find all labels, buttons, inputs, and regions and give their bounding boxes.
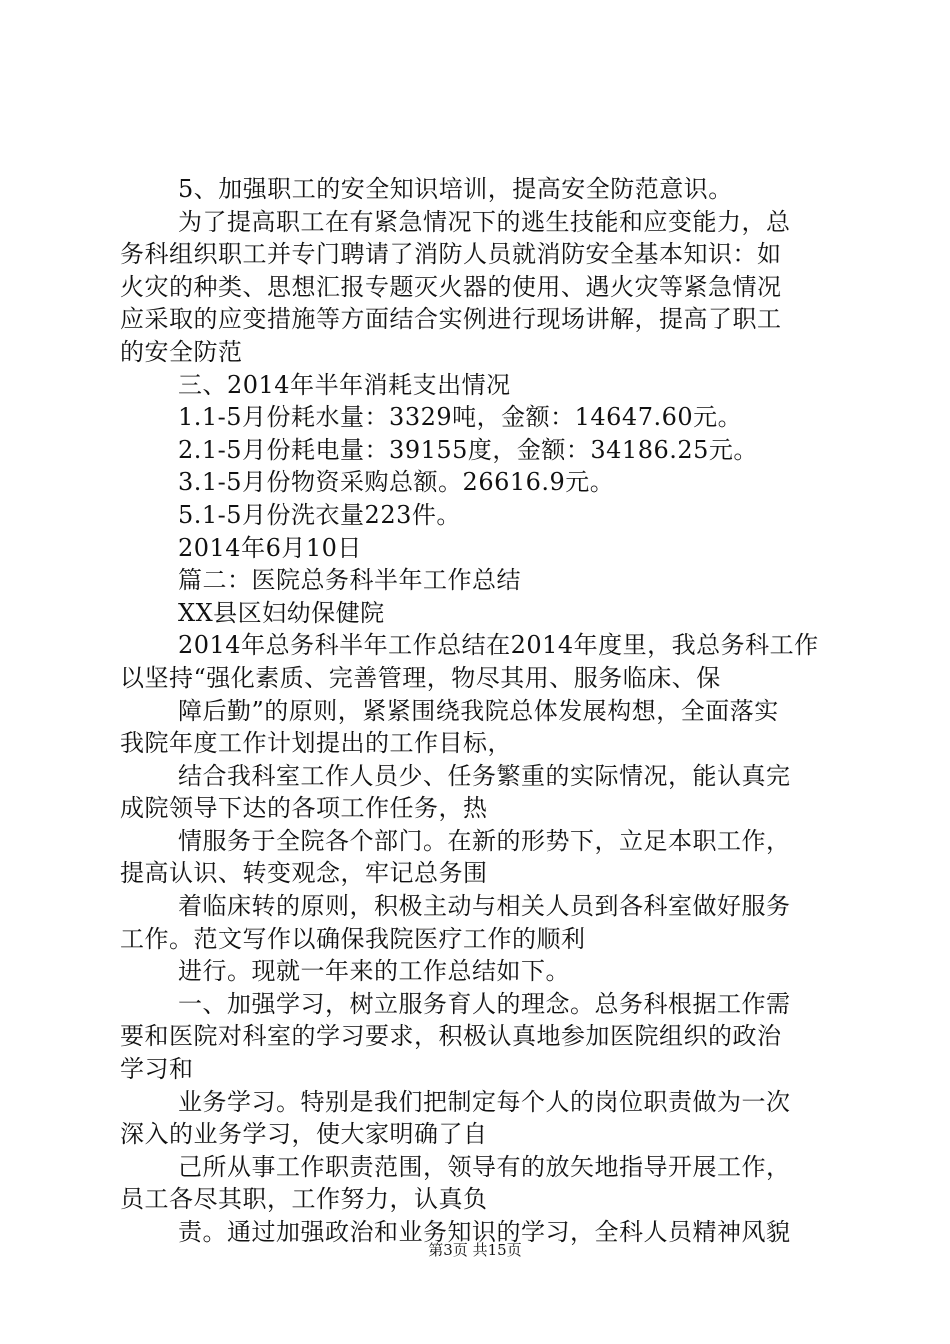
text-line: 5.1-5月份洗衣量223件。 — [178, 500, 461, 529]
text-line: 2014年6月10日 — [178, 533, 362, 562]
text-line: 结合我科室工作人员少、任务繁重的实际情况，能认真完 — [178, 761, 791, 790]
text-line: 的安全防范 — [120, 337, 243, 366]
text-line: 己所从事工作职责范围，领导有的放矢地指导开展工作， — [178, 1152, 791, 1181]
text-line: 3.1-5月份物资采购总额。26616.9元。 — [178, 468, 615, 497]
text-line: 业务学习。特别是我们把制定每个人的岗位职责做为一次 — [178, 1087, 791, 1116]
text-line: 务科组织职工并专门聘请了消防人员就消防安全基本知识：如 — [120, 240, 782, 269]
text-line: 篇二：医院总务科半年工作总结 — [178, 566, 521, 595]
text-line: 学习和 — [120, 1055, 194, 1084]
page-number-footer: 第3页 共15页 — [428, 1241, 522, 1259]
text-line: 为了提高职工在有紧急情况下的逃生技能和应变能力，总 — [178, 207, 791, 236]
document-body — [120, 173, 832, 1249]
text-line: 情服务于全院各个部门。在新的形势下，立足本职工作， — [178, 826, 791, 855]
text-line: 着临床转的原则，积极主动与相关人员到各科室做好服务 — [178, 892, 791, 921]
text-line: 障后勤”的原则，紧紧围绕我院总体发展构想，全面落实 — [178, 696, 779, 725]
text-line: 1.1-5月份耗水量：3329吨，金额：14647.60元。 — [178, 403, 743, 432]
text-line: 进行。现就一年来的工作总结如下。 — [178, 957, 570, 986]
text-line: XX县区妇幼保健院 — [178, 598, 385, 627]
text-line: 三、2014年半年消耗支出情况 — [178, 370, 511, 399]
text-line: 要和医院对科室的学习要求，积极认真地参加医院组织的政治 — [120, 1022, 782, 1051]
text-line: 火灾的种类、思想汇报专题灭火器的使用、遇火灾等紧急情况 — [120, 272, 782, 301]
text-line: 我院年度工作计划提出的工作目标， — [120, 729, 512, 758]
text-line: 提高认识、转变观念，牢记总务围 — [120, 859, 488, 888]
text-line: 员工各尽其职，工作努力，认真负 — [120, 1185, 488, 1214]
text-line: 责。通过加强政治和业务知识的学习，全科人员精神风貌 — [178, 1218, 791, 1246]
text-line: 2.1-5月份耗电量：39155度，金额：34186.25元。 — [178, 435, 758, 464]
text-line: 一、加强学习，树立服务育人的理念。总务科根据工作需 — [178, 989, 791, 1018]
text-line: 以坚持“强化素质、完善管理，物尽其用、服务临床、保 — [120, 663, 721, 692]
text-line: 深入的业务学习，使大家明确了自 — [120, 1120, 488, 1149]
text-line: 成院领导下达的各项工作任务，热 — [120, 794, 488, 823]
text-line: 应采取的应变措施等方面结合实例进行现场讲解，提高了职工 — [120, 305, 782, 334]
text-line: 2014年总务科半年工作总结在2014年度里，我总务科工作 — [178, 631, 819, 660]
text-line: 工作。范文写作以确保我院医疗工作的顺利 — [120, 924, 586, 953]
text-line: 5、加强职工的安全知识培训，提高安全防范意识。 — [178, 175, 733, 203]
